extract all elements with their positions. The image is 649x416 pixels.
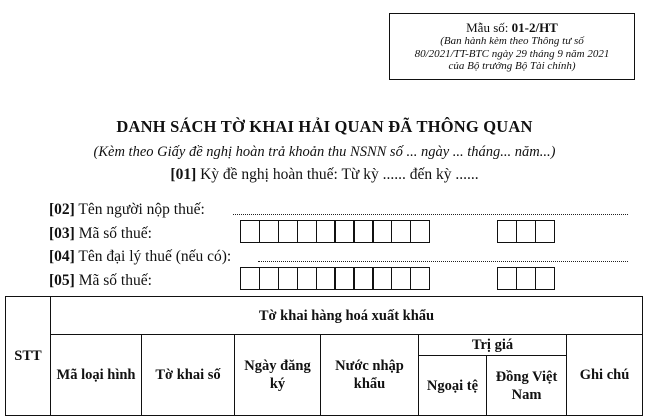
header-value: Trị giá: [419, 335, 567, 356]
digit-box[interactable]: [516, 220, 536, 243]
header-notes: Ghi chú: [567, 335, 643, 416]
digit-box[interactable]: [334, 220, 354, 243]
field-label: Kỳ đề nghị hoàn thuế: Từ kỳ ...... đến kỳ ......: [196, 166, 479, 183]
header-importing-country: Nước nhập khẩu: [321, 335, 419, 416]
tax-code-field: [49, 225, 152, 243]
form-issuance-line-1: (Ban hành kèm theo Thông tư số: [440, 35, 584, 47]
digit-box[interactable]: [410, 220, 430, 243]
digit-box[interactable]: [259, 267, 279, 290]
header-vnd: Đồng Việt Nam: [487, 356, 567, 416]
digit-box[interactable]: [497, 220, 517, 243]
document-title: DANH SÁCH TỜ KHAI HẢI QUAN ĐÃ THÔNG QUAN: [116, 117, 533, 136]
digit-box[interactable]: [516, 267, 536, 290]
tax-code-main-boxes[interactable]: [240, 220, 430, 243]
agent-tax-code-field: [49, 272, 152, 290]
digit-box[interactable]: [535, 267, 555, 290]
header-foreign-currency: Ngoại tệ: [419, 356, 487, 416]
header-declaration-number: Tờ khai số: [142, 335, 235, 416]
digit-box[interactable]: [259, 220, 279, 243]
digit-box[interactable]: [391, 220, 411, 243]
digit-box[interactable]: [240, 220, 260, 243]
field-code: [05]: [49, 272, 75, 289]
digit-box[interactable]: [316, 220, 336, 243]
field-code: [03]: [49, 225, 75, 242]
form-code-value: 01-2/HT: [511, 20, 558, 35]
agent-tax-code-suffix-boxes[interactable]: [497, 267, 555, 290]
taxpayer-name-field: [49, 201, 205, 219]
refund-period-field: [0, 166, 649, 184]
digit-box[interactable]: [240, 267, 260, 290]
digit-box[interactable]: [372, 267, 392, 290]
digit-box[interactable]: [297, 267, 317, 290]
document-subtitle: (Kèm theo Giấy đề nghị hoàn trả khoản thu NSNN số ... ngày ... tháng... năm...): [93, 144, 556, 160]
digit-box[interactable]: [316, 267, 336, 290]
customs-declaration-table: [5, 296, 643, 416]
field-label: Mã số thuế:: [74, 225, 152, 242]
digit-box[interactable]: [334, 267, 354, 290]
header-stt: STT: [6, 297, 51, 416]
form-code-label: Mẫu số:: [466, 20, 512, 35]
digit-box[interactable]: [391, 267, 411, 290]
field-label: Mã số thuế:: [74, 272, 152, 289]
digit-box[interactable]: [497, 267, 517, 290]
digit-box[interactable]: [353, 220, 373, 243]
digit-box[interactable]: [297, 220, 317, 243]
header-type-code: Mã loại hình: [51, 335, 142, 416]
form-issuance-line-2: 80/2021/TT-BTC ngày 29 tháng 9 năm 2021: [414, 47, 610, 60]
header-registration-date: Ngày đăng ký: [235, 335, 321, 416]
form-number-box: [389, 13, 635, 80]
tax-agent-name-field: [49, 248, 231, 266]
tax-code-suffix-boxes[interactable]: [497, 220, 555, 243]
digit-box[interactable]: [410, 267, 430, 290]
field-label: Tên người nộp thuế:: [74, 201, 205, 218]
field-code: [02]: [49, 201, 75, 218]
field-label: Tên đại lý thuế (nếu có):: [74, 248, 232, 265]
form-code: [390, 20, 634, 35]
digit-box[interactable]: [535, 220, 555, 243]
field-code: [01]: [170, 166, 197, 183]
taxpayer-name-input[interactable]: [233, 214, 628, 215]
digit-box[interactable]: [353, 267, 373, 290]
field-code: [04]: [49, 248, 75, 265]
tax-agent-name-input[interactable]: [258, 261, 628, 262]
form-issuance-line-3: của Bộ trưởng Bộ Tài chính): [448, 60, 576, 72]
digit-box[interactable]: [278, 220, 298, 243]
agent-tax-code-main-boxes[interactable]: [240, 267, 430, 290]
header-export-declarations: Tờ khai hàng hoá xuất khẩu: [51, 297, 643, 335]
digit-box[interactable]: [278, 267, 298, 290]
digit-box[interactable]: [372, 220, 392, 243]
